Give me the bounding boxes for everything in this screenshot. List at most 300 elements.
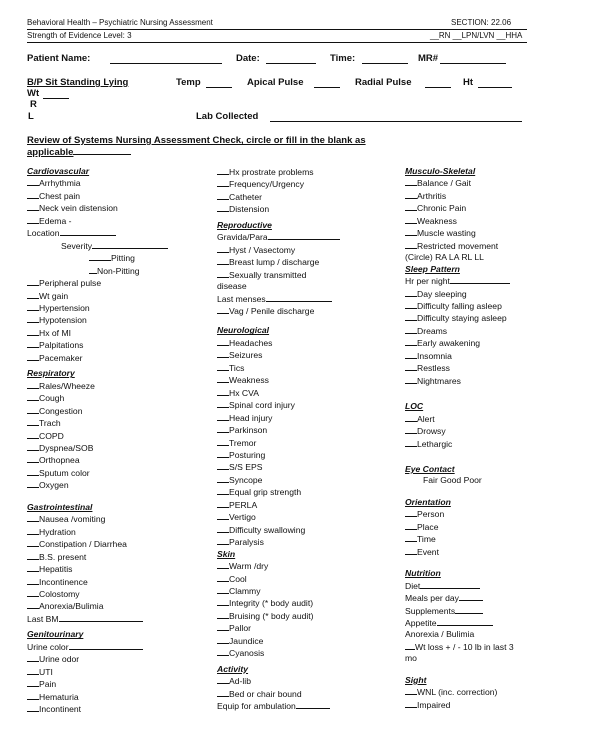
check-blank[interactable] [405, 375, 417, 384]
checklist-item-integrity-body-audit[interactable] [217, 597, 402, 609]
check-blank[interactable] [405, 533, 417, 542]
check-blank[interactable] [217, 622, 229, 631]
checklist-item-hyst-vasectomy[interactable] [217, 244, 402, 256]
check-blank[interactable] [217, 610, 229, 619]
check-blank[interactable] [405, 215, 417, 224]
checklist-item-label: Time [417, 534, 436, 545]
neurological-heading: Neurological [217, 325, 270, 336]
check-blank[interactable] [217, 337, 229, 346]
checklist-item-congestion[interactable] [27, 405, 217, 417]
checklist-item-hx-cva[interactable] [217, 387, 402, 399]
checklist-item-label: Weakness [417, 215, 457, 226]
checklist-item-time[interactable] [405, 533, 590, 545]
pitting-blank[interactable] [89, 252, 111, 261]
last-menses-row[interactable] [217, 293, 402, 305]
check-blank[interactable] [217, 191, 229, 200]
check-blank[interactable] [217, 474, 229, 483]
checklist-item-cyanosis[interactable] [217, 647, 402, 659]
check-blank[interactable] [27, 430, 39, 439]
checklist-item-day-sleeping[interactable] [405, 288, 590, 300]
check-blank[interactable] [27, 703, 39, 712]
check-blank[interactable] [405, 288, 417, 297]
checklist-item-dreams[interactable] [405, 325, 590, 337]
last-bm-row[interactable] [27, 613, 217, 625]
temp-field[interactable] [206, 77, 232, 88]
checklist-item-label: Hx CVA [229, 387, 259, 398]
checklist-item-label: Headaches [229, 337, 273, 348]
sight-heading: Sight [405, 674, 427, 685]
check-blank[interactable] [405, 312, 417, 321]
checklist-item-hx-of-mi[interactable] [27, 327, 217, 339]
equip-field[interactable] [296, 700, 330, 709]
checklist-item-label: Edema - [39, 215, 72, 226]
height-field[interactable] [478, 77, 512, 88]
meals-row[interactable] [405, 592, 590, 604]
check-blank[interactable] [27, 691, 39, 700]
hr-per-night-row[interactable] [405, 275, 590, 287]
check-blank[interactable] [27, 588, 39, 597]
last-menses-field[interactable] [266, 293, 332, 302]
musc-list [405, 177, 590, 252]
last-bm-field[interactable] [59, 613, 143, 622]
checklist-item-nausea-vomiting[interactable] [27, 513, 217, 525]
checklist-item-label: COPD [39, 430, 64, 441]
checklist-item-label: Dreams [417, 325, 448, 336]
check-blank[interactable] [405, 325, 417, 334]
checklist-item-oxygen[interactable] [27, 479, 217, 491]
checklist-item-weakness[interactable] [405, 215, 590, 227]
appetite-label: Appetite [405, 617, 437, 628]
checklist-item-insomnia[interactable] [405, 350, 590, 362]
mr-field[interactable] [440, 53, 506, 64]
check-blank[interactable] [27, 327, 39, 336]
checklist-item-s-s-eps[interactable] [217, 461, 402, 473]
checklist-item-spinal-cord-injury[interactable] [217, 399, 402, 411]
checklist-item-perla[interactable] [217, 499, 402, 511]
checklist-item-difficulty-staying-asleep[interactable] [405, 312, 590, 324]
checklist-item-paralysis[interactable] [217, 536, 402, 548]
checklist-item-copd[interactable] [27, 430, 217, 442]
checklist-item-cool[interactable] [217, 573, 402, 585]
date-field[interactable] [266, 53, 316, 64]
check-blank[interactable] [217, 374, 229, 383]
check-blank[interactable] [27, 538, 39, 547]
check-blank[interactable] [27, 215, 39, 224]
severity-row[interactable] [27, 240, 217, 252]
eye-contact-options[interactable]: Fair Good Poor [423, 475, 482, 486]
urine-color-row[interactable] [27, 641, 217, 653]
checklist-item-catheter[interactable] [217, 191, 402, 203]
supplements-row[interactable] [405, 605, 590, 617]
checklist-item-label: Orthopnea [39, 455, 80, 466]
checklist-item-edema[interactable] [27, 215, 217, 227]
check-blank[interactable] [27, 290, 39, 299]
review-heading-2 [27, 146, 131, 158]
column-middle [217, 166, 402, 712]
checklist-item-incontinent[interactable] [27, 703, 217, 715]
review-heading-2-text: applicable [27, 147, 74, 158]
check-blank[interactable] [405, 699, 417, 708]
disease-row[interactable] [217, 281, 402, 292]
weight-label: Wt [27, 88, 40, 99]
checklist-item-label: Hematuria [39, 691, 79, 702]
checklist-item-arrhythmia[interactable] [27, 177, 217, 189]
check-blank[interactable] [27, 576, 39, 585]
checklist-item-distension[interactable] [217, 203, 402, 215]
checklist-item-clammy[interactable] [217, 585, 402, 597]
checklist-item-trach[interactable] [27, 417, 217, 429]
check-blank[interactable] [405, 413, 417, 422]
checklist-item-label: B.S. present [39, 551, 87, 562]
check-blank[interactable] [217, 560, 229, 569]
check-blank[interactable] [27, 302, 39, 311]
checklist-item-label: Hyst / Vasectomy [229, 244, 296, 255]
checklist-item-balance-gait[interactable] [405, 177, 590, 189]
radial-pulse-field[interactable] [425, 77, 451, 88]
column-left [27, 166, 217, 715]
check-blank[interactable] [217, 178, 229, 187]
checklist-item-urine-odor[interactable] [27, 653, 217, 665]
checklist-item-orthopnea[interactable] [27, 454, 217, 466]
check-blank[interactable] [27, 417, 39, 426]
checklist-item-label: Wt gain [39, 290, 69, 301]
checklist-item-seizures[interactable] [217, 349, 402, 361]
radial-pulse-label: Radial Pulse [355, 77, 412, 88]
checklist-item-palpitations[interactable] [27, 339, 217, 351]
check-blank[interactable] [217, 524, 229, 533]
check-blank[interactable] [405, 190, 417, 199]
checklist-item-sputum-color[interactable] [27, 467, 217, 479]
checklist-item-rales-wheeze[interactable] [27, 380, 217, 392]
checklist-item-neck-vein-distension[interactable] [27, 202, 217, 214]
pitting-row[interactable] [27, 252, 217, 264]
checklist-item-chronic-pain[interactable] [405, 202, 590, 214]
checklist-item-label: Difficulty swallowing [229, 524, 306, 535]
check-blank[interactable] [27, 339, 39, 348]
checklist-item-weakness[interactable] [217, 374, 402, 386]
check-blank[interactable] [27, 467, 39, 476]
checklist-item-peripheral-pulse[interactable] [27, 277, 217, 289]
lab-collected-field[interactable] [270, 111, 522, 122]
checklist-item-anorexia-bulimia[interactable] [27, 600, 217, 612]
checklist-item-bed-or-chair-bound[interactable] [217, 688, 402, 700]
check-blank[interactable] [217, 349, 229, 358]
checklist-item-wnl-inc-correction[interactable] [405, 686, 590, 698]
check-blank[interactable] [217, 399, 229, 408]
header-rule [27, 29, 527, 30]
check-blank[interactable] [217, 387, 229, 396]
checklist-item-syncope[interactable] [217, 474, 402, 486]
checklist-item-label: Chest pain [39, 190, 81, 201]
checklist-item-tremor[interactable] [217, 437, 402, 449]
check-blank[interactable] [27, 392, 39, 401]
check-blank[interactable] [27, 526, 39, 535]
check-blank[interactable] [27, 653, 39, 662]
equip-row[interactable] [217, 700, 402, 712]
checklist-item-nightmares[interactable] [405, 375, 590, 387]
checklist-item-event[interactable] [405, 546, 590, 558]
mo-row: mo [405, 653, 417, 664]
check-blank[interactable] [217, 675, 229, 684]
role-checkboxes[interactable]: __RN __LPN/LVN __HHA [430, 31, 523, 40]
checklist-item-place[interactable] [405, 521, 590, 533]
supplements-field[interactable] [455, 605, 483, 614]
nutrition-heading: Nutrition [405, 568, 441, 579]
check-blank[interactable] [217, 536, 229, 545]
checklist-item-lethargic[interactable] [405, 438, 590, 450]
checklist-item-label: Head injury [229, 412, 273, 423]
meals-field[interactable] [459, 592, 483, 601]
checklist-item-uti[interactable] [27, 666, 217, 678]
check-blank[interactable] [217, 412, 229, 421]
appetite-field[interactable] [437, 617, 493, 626]
checklist-item-hematuria[interactable] [27, 691, 217, 703]
check-blank[interactable] [217, 585, 229, 594]
check-blank[interactable] [405, 546, 417, 555]
checklist-item-restricted-movement[interactable] [405, 240, 590, 252]
checklist-item-hydration[interactable] [27, 526, 217, 538]
date-label: Date: [236, 53, 260, 64]
check-blank[interactable] [217, 203, 229, 212]
wt-loss-row[interactable] [405, 641, 590, 653]
check-blank[interactable] [27, 479, 39, 488]
circle-row[interactable]: (Circle) RA LA RL LL [405, 252, 484, 263]
check-blank[interactable] [405, 425, 417, 434]
checklist-item-label: Cyanosis [229, 648, 265, 659]
appetite-row[interactable] [405, 617, 590, 629]
checklist-item-label: Insomnia [417, 350, 452, 361]
check-blank[interactable] [27, 442, 39, 451]
checklist-item-hypertension[interactable] [27, 302, 217, 314]
check-blank[interactable] [27, 513, 39, 522]
checklist-item-label: PERLA [229, 499, 258, 510]
check-blank[interactable] [405, 337, 417, 346]
checklist-item-label: Lethargic [417, 438, 453, 449]
check-blank[interactable] [217, 635, 229, 644]
form-title: Behavioral Health – Psychiatric Nursing Assessment [27, 18, 213, 27]
checklist-item-arthritis[interactable] [405, 190, 590, 202]
gu-list [27, 653, 217, 715]
repro-list [217, 244, 402, 281]
checklist-item-breast-lump-discharge[interactable] [217, 256, 402, 268]
checklist-item-label: Warm /dry [229, 561, 269, 572]
checklist-item-drowsy[interactable] [405, 425, 590, 437]
check-blank[interactable] [405, 300, 417, 309]
checklist-item-warm-dry[interactable] [217, 560, 402, 572]
nonpitting-row[interactable] [27, 265, 217, 277]
urine-color-label: Urine color [27, 641, 69, 652]
checklist-item-head-injury[interactable] [217, 412, 402, 424]
orient-list [405, 508, 590, 558]
check-blank[interactable] [27, 352, 39, 361]
apical-pulse-field[interactable] [314, 77, 340, 88]
checklist-item-label: Anorexia/Bulimia [39, 601, 104, 612]
checklist-item-restless[interactable] [405, 362, 590, 374]
weight-field[interactable] [43, 88, 69, 99]
check-blank[interactable] [27, 380, 39, 389]
check-blank[interactable] [27, 551, 39, 560]
checklist-item-hepatitis[interactable] [27, 563, 217, 575]
checklist-item-label: Palpitations [39, 340, 84, 351]
check-blank[interactable] [27, 314, 39, 323]
location-row[interactable] [27, 227, 217, 239]
check-blank[interactable] [27, 190, 39, 199]
checklist-item-dyspnea-sob[interactable] [27, 442, 217, 454]
check-blank[interactable] [217, 647, 229, 656]
checklist-item-ad-lib[interactable] [217, 675, 402, 687]
checklist-item-label: Neck vein distension [39, 203, 118, 214]
checklist-item-label: Cool [229, 573, 247, 584]
checklist-item-frequency-urgency[interactable] [217, 178, 402, 190]
lab-collected-label: Lab Collected [196, 111, 259, 122]
check-blank[interactable] [217, 256, 229, 265]
checklist-item-sexually-transmitted[interactable] [217, 269, 402, 281]
checklist-item-label: Rales/Wheeze [39, 380, 95, 391]
checklist-item-label: Pallor [229, 623, 251, 634]
checklist-item-jaundice[interactable] [217, 635, 402, 647]
check-blank[interactable] [405, 508, 417, 517]
checklist-item-b-s-present[interactable] [27, 551, 217, 563]
checklist-item-colostomy[interactable] [27, 588, 217, 600]
check-blank[interactable] [217, 597, 229, 606]
checklist-item-posturing[interactable] [217, 449, 402, 461]
check-blank[interactable] [217, 437, 229, 446]
checklist-item-parkinson[interactable] [217, 424, 402, 436]
supplements-label: Supplements [405, 605, 456, 616]
checklist-item-muscle-wasting[interactable] [405, 227, 590, 239]
check-blank[interactable] [27, 563, 39, 572]
checklist-item-pacemaker[interactable] [27, 352, 217, 364]
checklist-item-headaches[interactable] [217, 337, 402, 349]
checklist-item-vag-penile-discharge[interactable] [217, 305, 402, 317]
checklist-item-label: Impaired [417, 699, 451, 710]
check-blank[interactable] [405, 521, 417, 530]
column-right [405, 166, 590, 711]
checklist-item-difficulty-swallowing[interactable] [217, 524, 402, 536]
hr-per-night-field[interactable] [450, 275, 510, 284]
check-blank[interactable] [27, 678, 39, 687]
evidence-level: Strength of Evidence Level: 3 [27, 31, 132, 40]
checklist-item-label: Hepatitis [39, 564, 73, 575]
check-blank[interactable] [405, 350, 417, 359]
checklist-item-early-awakening[interactable] [405, 337, 590, 349]
checklist-item-label: Vag / Penile discharge [229, 305, 315, 316]
check-blank[interactable] [217, 461, 229, 470]
check-blank[interactable] [27, 405, 39, 414]
checklist-item-label: Peripheral pulse [39, 278, 102, 289]
pitting-label: Pitting [111, 253, 135, 264]
urine-color-field[interactable] [69, 641, 143, 650]
checklist-item-label: Hypertension [39, 302, 90, 313]
checklist-item-equal-grip-strength[interactable] [217, 486, 402, 498]
checklist-item-hypotension[interactable] [27, 314, 217, 326]
check-blank[interactable] [27, 666, 39, 675]
checklist-item-tics[interactable] [217, 362, 402, 374]
checklist-item-label: Alert [417, 413, 435, 424]
location-field[interactable] [60, 227, 116, 236]
check-blank[interactable] [405, 202, 417, 211]
check-blank[interactable] [217, 269, 229, 278]
check-blank[interactable] [405, 686, 417, 695]
checklist-item-difficulty-falling-asleep[interactable] [405, 300, 590, 312]
time-field[interactable] [362, 53, 408, 64]
patient-name-field[interactable] [110, 53, 222, 64]
checklist-item-vertigo[interactable] [217, 511, 402, 523]
check-blank[interactable] [217, 688, 229, 697]
checklist-item-person[interactable] [405, 508, 590, 520]
diet-row[interactable] [405, 580, 590, 592]
check-blank[interactable] [217, 424, 229, 433]
checklist-item-label: Restricted movement [417, 240, 499, 251]
checklist-item-label: Event [417, 546, 439, 557]
check-blank[interactable] [217, 166, 229, 175]
nonpitting-blank[interactable] [89, 265, 97, 274]
checklist-item-label: Parkinson [229, 425, 268, 436]
checklist-item-incontinence[interactable] [27, 576, 217, 588]
checklist-item-pallor[interactable] [217, 622, 402, 634]
checklist-item-alert[interactable] [405, 413, 590, 425]
checklist-item-impaired[interactable] [405, 699, 590, 711]
checklist-item-wt-gain[interactable] [27, 290, 217, 302]
checklist-item-label: Hypotension [39, 315, 87, 326]
gravida-row[interactable] [217, 231, 402, 243]
checklist-item-label: Restless [417, 363, 450, 374]
check-blank[interactable] [217, 244, 229, 253]
check-blank[interactable] [217, 362, 229, 371]
checklist-item-chest-pain[interactable] [27, 190, 217, 202]
checklist-item-label: Dyspnea/SOB [39, 442, 94, 453]
check-blank[interactable] [27, 202, 39, 211]
check-blank[interactable] [405, 227, 417, 236]
check-blank[interactable] [405, 240, 417, 249]
check-blank[interactable] [405, 362, 417, 371]
wt-loss-blank[interactable] [405, 641, 415, 650]
checklist-item-bruising-body-audit[interactable] [217, 610, 402, 622]
check-blank[interactable] [27, 600, 39, 609]
severity-field[interactable] [92, 240, 168, 249]
check-blank[interactable] [405, 177, 417, 186]
check-blank[interactable] [217, 449, 229, 458]
check-blank[interactable] [405, 438, 417, 447]
disease-label: disease [217, 281, 247, 292]
checklist-item-label: Equal grip strength [229, 487, 302, 498]
checklist-item-cough[interactable] [27, 392, 217, 404]
check-blank[interactable] [217, 511, 229, 520]
checklist-item-label: Balance / Gait [417, 178, 471, 189]
check-blank[interactable] [27, 177, 39, 186]
check-blank[interactable] [217, 573, 229, 582]
loc-heading: LOC [405, 401, 424, 412]
nonpitting-label: Non-Pitting [97, 265, 140, 276]
last-bm-label: Last BM [27, 613, 59, 624]
genitourinary-heading: Genitourinary [27, 629, 84, 640]
checklist-item-hx-prostrate-problems[interactable] [217, 166, 402, 178]
anorexia-row[interactable]: Anorexia / Bulimia [405, 629, 475, 640]
checklist-item-label: Cough [39, 393, 65, 404]
time-label: Time: [330, 53, 356, 64]
checklist-item-label: Weakness [229, 375, 269, 386]
checklist-item-pain[interactable] [27, 678, 217, 690]
check-blank[interactable] [27, 454, 39, 463]
check-blank[interactable] [217, 499, 229, 508]
checklist-item-constipation-diarrhea[interactable] [27, 538, 217, 550]
check-blank[interactable] [217, 305, 229, 314]
check-blank[interactable] [27, 277, 39, 286]
diet-field[interactable] [420, 580, 480, 589]
check-blank[interactable] [217, 486, 229, 495]
checklist-item-label: Oxygen [39, 480, 69, 491]
gravida-field[interactable] [268, 231, 340, 240]
